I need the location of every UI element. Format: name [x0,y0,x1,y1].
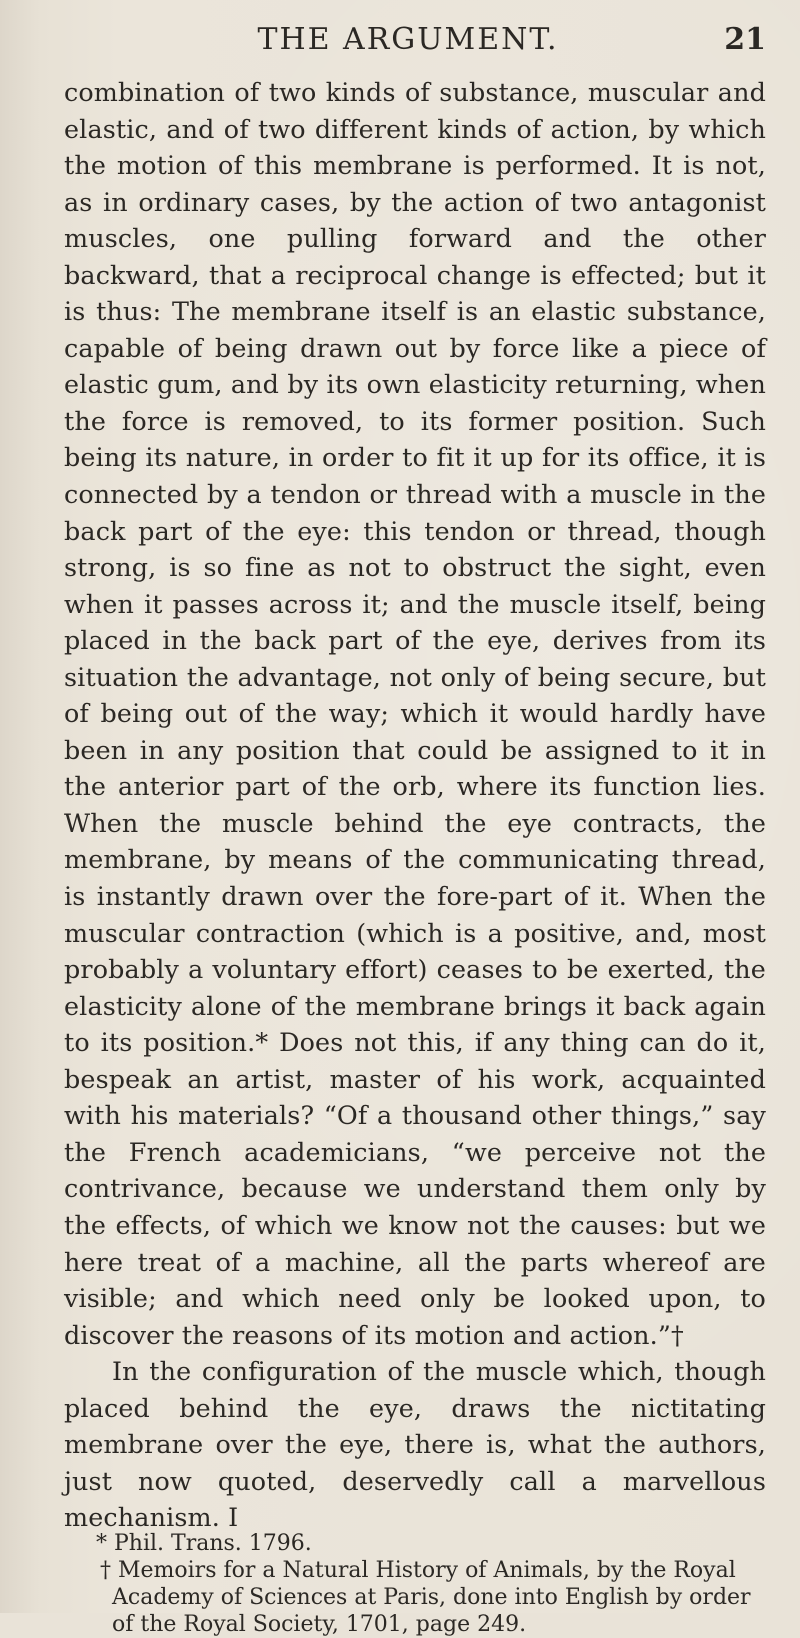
page-header [50,22,766,62]
page-number: 21 [724,22,766,57]
paragraph-1: combination of two kinds of substance, muscular and elastic, and of two different kinds of action, by which the motion of this membrane is performed. It is not, as in ordinary cases, by the action of two antagonist muscles, one pulling forward and the other backward, that a reciprocal change is effected; but it is thus: The membrane itself is an elastic substance, capable of being drawn out by force like a piece of elastic gum, and by its own elasticity returning, when the force is removed, to its former position. Such being its nature, in order to fit it up for its office, it is connected by a tendon or thread with a muscle in the back part of the eye: this tendon or thread, though strong, is so fine as not to obstruct the sight, even when it passes across it; and the muscle itself, being placed in the back part of the eye, derives from its situation the advantage, not only of being secure, but of being out of the way; which it would hardly have been in any position that could be assigned to it in the anterior part of the orb, where its function lies. When the muscle behind the eye contracts, the membrane, by means of the communicating thread, is instantly drawn over the fore-part of it. When the muscular contraction (which is a positive, and, most probably a voluntary effort) ceases to be exerted, the elasticity alone of the membrane brings it back again to its position.* Does not this, if any thing can do it, bespeak an artist, master of his work, acquainted with his materials? “Of a thousand other things,” say the French academicians, “we perceive not the contrivance, because we understand them only by the effects, of which we know not the causes: but we here treat of a machine, all the parts whereof are visible; and which need only be looked upon, to discover the reasons of its motion and action.”† [64,77,766,1350]
paragraph-2: In the configuration of the muscle which, though placed behind the eye, draws the nictitating membrane over the eye, there is, what the authors, just now quoted, deservedly call a marvellous mechanism. I [64,1356,766,1533]
footnote-2: † Memoirs for a Natural History of Animals, by the Royal Academy of Sciences at Paris, done into English by order of the Royal Society, 1701, page 249. [100,1558,751,1637]
footnote-1: * Phil. Trans. 1796. [96,1531,312,1556]
footnotes [64,1530,766,1638]
body-text [64,74,766,1536]
running-title: THE ARGUMENT. [257,22,559,57]
